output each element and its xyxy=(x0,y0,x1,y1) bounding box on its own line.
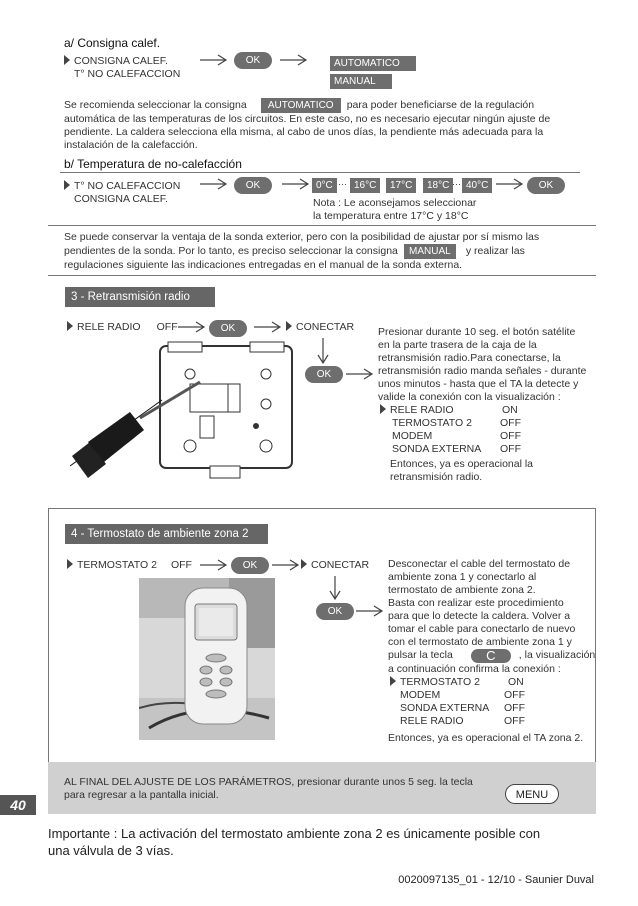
desc-line: en la parte trasera de la caja de la xyxy=(378,339,537,351)
consigna-label: CONSIGNA CALEF. xyxy=(74,193,168,205)
arrow-down-icon xyxy=(328,576,342,602)
ok-button-b[interactable]: OK xyxy=(234,177,272,194)
status-name: TERMOSTATO 2 xyxy=(392,417,472,429)
option-manual: MANUAL xyxy=(330,74,392,89)
divider xyxy=(60,172,580,173)
arrow-icon xyxy=(178,320,208,334)
para-text: y realizar las xyxy=(465,245,525,257)
paragraph-automatico xyxy=(64,98,584,152)
temp-0: 0°C xyxy=(312,178,337,193)
conectar-line xyxy=(301,559,369,572)
heading-no-calefaccion: b/ Temperatura de no-calefacción xyxy=(64,157,242,171)
footer-line2: para regresar a la pantalla inicial. xyxy=(64,789,219,801)
section-title-zona2: 4 - Termostato de ambiente zona 2 xyxy=(65,524,268,544)
paragraph-sonda xyxy=(64,231,584,272)
temp-16: 16°C xyxy=(350,178,380,193)
status-name: RELE RADIO xyxy=(390,404,454,416)
note-line1: Nota : Le aconsejamos seleccionar xyxy=(313,197,477,209)
desc-line: valide la conexión con la visualización : xyxy=(378,391,561,403)
divider xyxy=(48,225,596,226)
s4-description xyxy=(388,558,596,676)
page-number: 40 xyxy=(0,795,36,815)
off-label: OFF xyxy=(156,321,178,333)
status-value: ON xyxy=(502,404,518,416)
importante-note xyxy=(48,825,540,859)
divider xyxy=(48,275,596,276)
status-name: RELE RADIO xyxy=(400,715,464,727)
para-text: pendiente. La caldera selecciona ella misma, al cabo de unos días, la pendiente más adecuada para la xyxy=(64,126,544,138)
rele-label: RELE RADIO xyxy=(77,321,141,333)
inline-tag-manual: MANUAL xyxy=(404,244,456,259)
status-name: MODEM xyxy=(400,689,441,701)
para-text: instalación de la calefacción. xyxy=(64,139,198,151)
arrow-icon xyxy=(200,53,230,67)
desc-line: a continuación confirma la conexión : xyxy=(388,663,561,675)
temp-17: 17°C xyxy=(386,178,416,193)
triangle-icon xyxy=(380,404,386,414)
para-text: automática de las temperaturas de los circuitos. En este caso, no es necesario ejecutar ningún ajuste de xyxy=(64,113,551,125)
inline-tag-automatico: AUTOMATICO xyxy=(261,98,341,113)
footer-line1: AL FINAL DEL AJUSTE DE LOS PARÁMETROS, presionar durante unos 5 seg. la tecla xyxy=(64,776,473,788)
ok-button-s4[interactable]: OK xyxy=(231,557,269,574)
triangle-icon xyxy=(390,676,396,686)
desc-text: , la visualización xyxy=(518,649,596,661)
status-value: OFF xyxy=(500,443,521,455)
temp-40: 40°C xyxy=(462,178,492,193)
arrow-icon xyxy=(254,320,284,334)
termostato-label: TERMOSTATO 2 xyxy=(77,559,157,571)
arrow-icon xyxy=(200,558,230,572)
conectar-label: CONECTAR xyxy=(311,559,370,571)
status-row xyxy=(390,715,540,728)
para-text: regulaciones siguiente las indicaciones entregadas en el manual de la sonda externa. xyxy=(64,259,463,271)
ok-button-s3[interactable]: OK xyxy=(209,320,247,337)
desc-line: unos minutos - hasta que el TA la detecte y xyxy=(378,378,579,390)
dots: ··· xyxy=(338,179,347,189)
importante-line: una válvula de 3 vías. xyxy=(48,843,174,858)
importante-line: Importante : La activación del termostato ambiente zona 2 es únicamente posible con xyxy=(48,826,541,841)
status-row xyxy=(380,417,540,430)
arrow-icon xyxy=(496,177,526,191)
triangle-icon xyxy=(64,180,70,190)
option-automatico: AUTOMATICO xyxy=(330,56,416,71)
key-c-button[interactable]: C xyxy=(471,649,511,663)
status-row xyxy=(380,443,540,456)
consigna-label: CONSIGNA CALEF. xyxy=(74,55,168,67)
triangle-icon xyxy=(286,321,292,331)
temp-18: 18°C xyxy=(423,178,453,193)
desc-line: para que lo detecte la caldera. Volver a xyxy=(388,610,571,622)
desc-line: termostato de ambiente zona 2. xyxy=(388,584,536,596)
menu-line-rele xyxy=(67,321,178,334)
off-label: OFF xyxy=(170,559,192,571)
triangle-icon xyxy=(67,321,73,331)
arrow-icon xyxy=(356,604,386,618)
arrow-icon xyxy=(346,367,376,381)
desc-line: Basta con realizar este procedimiento xyxy=(388,597,564,609)
desc-line: retransmisión radio.Para conectarse, la xyxy=(378,352,561,364)
para-text: Se recomienda seleccionar la consigna xyxy=(64,99,247,111)
status-name: SONDA EXTERNA xyxy=(400,702,490,714)
desc-line: retransmisión radio manda señales - durante xyxy=(378,365,587,377)
menu-line-termostato xyxy=(67,559,192,572)
status-name: TERMOSTATO 2 xyxy=(400,676,480,688)
ok-button-a[interactable]: OK xyxy=(234,52,272,69)
status-row xyxy=(390,702,540,715)
pulsar-line xyxy=(388,648,596,663)
ok-button-b2[interactable]: OK xyxy=(527,177,565,194)
menu-line-consigna xyxy=(64,55,168,68)
ok-button-s3b[interactable]: OK xyxy=(305,366,343,383)
status-row xyxy=(380,430,540,443)
status-value: OFF xyxy=(504,702,525,714)
ok-button-s4b[interactable]: OK xyxy=(316,603,354,620)
status-value: OFF xyxy=(500,430,521,442)
arrow-down-icon xyxy=(316,338,330,366)
desc-line: tomar el cable para conectarlo de nuevo xyxy=(388,623,576,635)
s4-status-list xyxy=(390,676,540,728)
status-row xyxy=(390,689,540,702)
s3-end-line1: Entonces, ya es operacional la xyxy=(390,458,534,470)
desc-text: pulsar la tecla xyxy=(388,649,453,661)
s3-description xyxy=(378,326,593,404)
status-row xyxy=(390,676,540,689)
para-text: pendientes de la sonda. Por lo tanto, es preciso seleccionar la consigna xyxy=(64,245,398,257)
no-calef-label: T° NO CALEFACCION xyxy=(74,68,181,80)
status-name: MODEM xyxy=(392,430,433,442)
arrow-icon xyxy=(200,177,230,191)
triangle-icon xyxy=(301,559,307,569)
status-value: ON xyxy=(508,676,524,688)
thermostat-photo xyxy=(139,578,275,740)
conectar-line xyxy=(286,321,354,334)
desc-line: ambiente zona 1 y conectarlo al xyxy=(388,571,537,583)
menu-line-no-calef xyxy=(64,180,180,193)
status-row xyxy=(380,404,540,417)
dots: ··· xyxy=(452,179,461,189)
conectar-label: CONECTAR xyxy=(296,321,355,333)
menu-button[interactable]: MENU xyxy=(505,784,559,804)
heading-consigna: a/ Consigna calef. xyxy=(64,36,161,50)
desc-line: Presionar durante 10 seg. el botón satélite xyxy=(378,326,576,338)
status-name: SONDA EXTERNA xyxy=(392,443,482,455)
status-value: OFF xyxy=(504,689,525,701)
section-title-radio: 3 - Retransmisión radio xyxy=(65,287,215,307)
document-reference: 0020097135_01 - 12/10 - Saunier Duval xyxy=(398,874,594,886)
radio-relay-illustration xyxy=(70,338,300,488)
status-value: OFF xyxy=(500,417,521,429)
para-text: para poder beneficiarse de la regulación xyxy=(346,99,535,111)
arrow-icon xyxy=(280,53,310,67)
s3-status-list xyxy=(380,404,540,456)
arrow-icon xyxy=(282,177,312,191)
arrow-icon xyxy=(272,558,302,572)
s3-end-line2: retransmisión radio. xyxy=(390,471,483,483)
status-value: OFF xyxy=(504,715,525,727)
desc-line: Desconectar el cable del termostato de xyxy=(388,558,571,570)
s4-end-line: Entonces, ya es operacional el TA zona 2. xyxy=(388,732,584,744)
desc-line: con el termostato de ambiente zona 1 y xyxy=(388,636,572,648)
note-line2: la temperatura entre 17°C y 18°C xyxy=(313,210,469,222)
no-calef-label: T° NO CALEFACCION xyxy=(74,180,181,192)
para-text: Se puede conservar la ventaja de la sonda exterior, pero con la posibilidad de ajustar por sí mismo las xyxy=(64,231,540,243)
triangle-icon xyxy=(64,55,70,65)
triangle-icon xyxy=(67,559,73,569)
